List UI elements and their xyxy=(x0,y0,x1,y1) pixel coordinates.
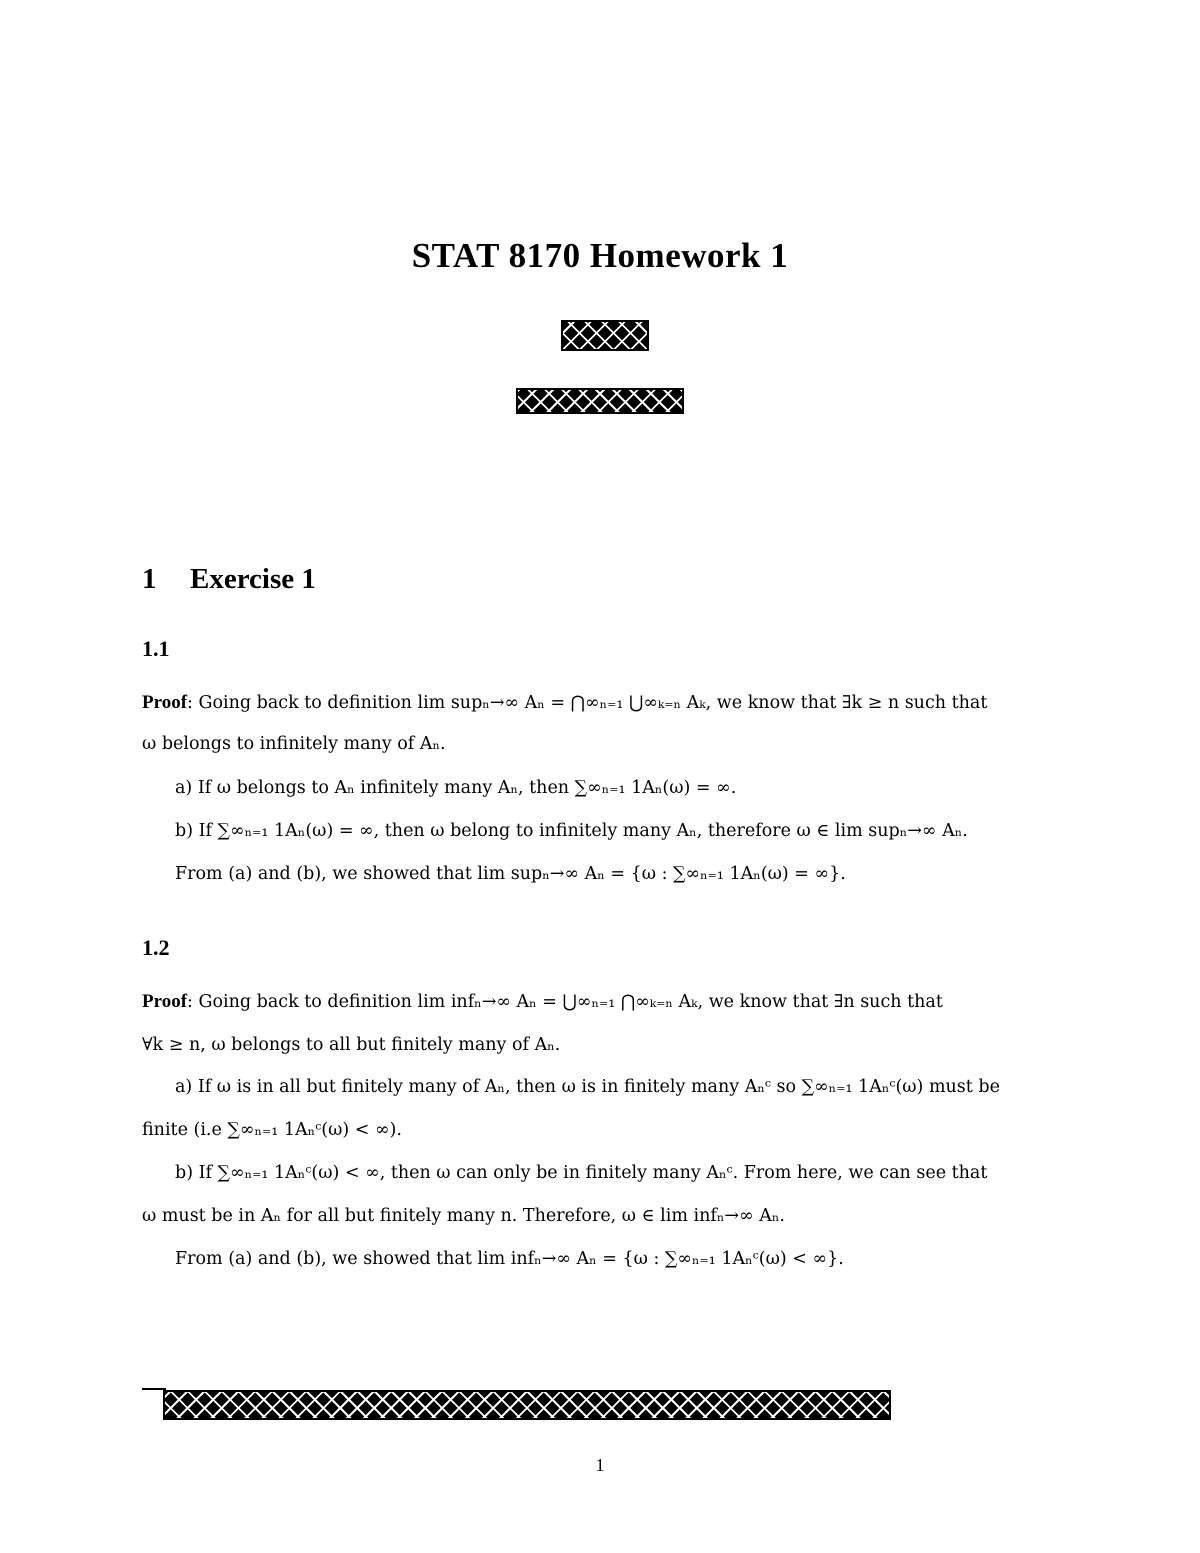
proof-1-2-line-5: b) If ∑∞ₙ₌₁ 1Aₙᶜ(ω) < ∞, then ω can only be in finitely many Aₙᶜ. From here, we can see that xyxy=(175,1163,988,1183)
subsection-heading-1-1: 1.1 xyxy=(142,636,170,661)
section-heading xyxy=(142,563,316,596)
document-title: STAT 8170 Homework 1 xyxy=(411,236,789,275)
proof-1-2-line-6: ω must be in Aₙ for all but finitely many n. Therefore, ω ∈ lim infₙ→∞ Aₙ. xyxy=(142,1206,785,1226)
proof-label: Proof xyxy=(142,991,188,1012)
proof-1-2-line-2: ∀k ≥ n, ω belongs to all but finitely many of Aₙ. xyxy=(142,1035,561,1055)
proof-text: : Going back to definition lim infₙ→∞ Aₙ = ⋃∞ₙ₌₁ ⋂∞ₖ₌ₙ Aₖ, we know that ∃n such that xyxy=(187,992,943,1012)
proof-1-1-line-1 xyxy=(142,693,987,713)
subsection-heading-1-2: 1.2 xyxy=(142,935,170,960)
proof-1-1-line-4: b) If ∑∞ₙ₌₁ 1Aₙ(ω) = ∞, then ω belong to infinitely many Aₙ, therefore ω ∈ lim supₙ→∞ Aₙ. xyxy=(175,821,968,841)
redacted-footnote xyxy=(163,1390,891,1420)
section-number: 1 xyxy=(142,563,157,595)
proof-1-2-line-7: From (a) and (b), we showed that lim infₙ→∞ Aₙ = {ω : ∑∞ₙ₌₁ 1Aₙᶜ(ω) < ∞}. xyxy=(175,1249,844,1269)
proof-1-1-line-5: From (a) and (b), we showed that lim supₙ→∞ Aₙ = {ω : ∑∞ₙ₌₁ 1Aₙ(ω) = ∞}. xyxy=(175,864,846,884)
proof-label: Proof xyxy=(142,692,188,713)
proof-1-1-line-3: a) If ω belongs to Aₙ infinitely many Aₙ, then ∑∞ₙ₌₁ 1Aₙ(ω) = ∞. xyxy=(175,778,737,798)
proof-1-2-line-3: a) If ω is in all but finitely many of Aₙ, then ω is in finitely many Aₙᶜ so ∑∞ₙ₌₁ 1Aₙᶜ(ω) must be xyxy=(175,1077,1000,1097)
page-number: 1 xyxy=(595,1455,605,1475)
proof-1-2-line-1 xyxy=(142,992,943,1012)
redacted-date-block xyxy=(516,388,684,414)
section-title: Exercise 1 xyxy=(190,563,316,595)
proof-1-2-line-4: finite (i.e ∑∞ₙ₌₁ 1Aₙᶜ(ω) < ∞). xyxy=(142,1120,402,1140)
proof-text: : Going back to definition lim supₙ→∞ Aₙ = ⋂∞ₙ₌₁ ⋃∞ₖ₌ₙ Aₖ, we know that ∃k ≥ n such that xyxy=(187,693,988,713)
redacted-author-block xyxy=(561,320,649,351)
proof-1-1-line-2: ω belongs to infinitely many of Aₙ. xyxy=(142,734,446,754)
